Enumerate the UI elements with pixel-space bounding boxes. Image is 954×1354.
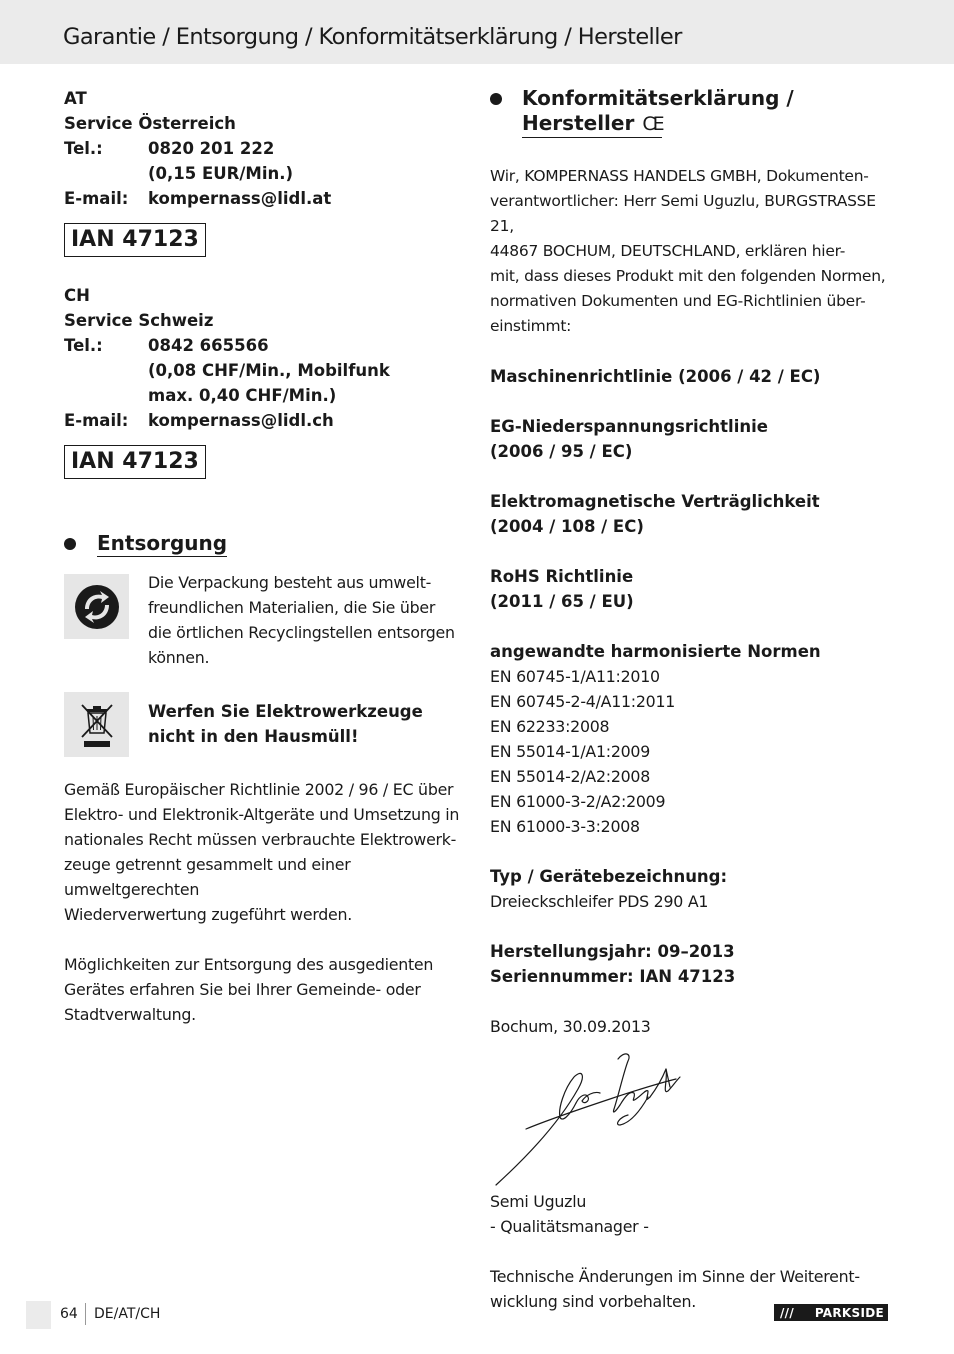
directive-line: EG-Niederspannungsrichtlinie [490, 417, 768, 436]
page-title: Garantie / Entsorgung / Konformitätserklärung / Hersteller [63, 24, 682, 50]
intro-line: verantwortlicher: Herr Semi Uguzlu, BURGSTRASSE 21, [490, 192, 876, 235]
directive-text-line: nationales Recht müssen verbrauchte Elektrowerk- [64, 830, 457, 849]
year-line: Herstellungsjahr: 09–2013 [490, 942, 735, 961]
norms-list [490, 664, 900, 839]
service-ch-tel-row [64, 333, 464, 358]
place-date: Bochum, 30.09.2013 [490, 1017, 651, 1036]
ian-box-ch: IAN 47123 [64, 445, 206, 479]
directive-text-line: zeuge getrennt gesammelt und einer umweltgerechten [64, 855, 351, 899]
service-at-email: kompernass@lidl.at [148, 189, 332, 208]
email-label: E-mail: [64, 411, 129, 430]
brand-stripes-icon: /// [780, 1306, 795, 1320]
options-text-line: Möglichkeiten zur Entsorgung des ausgedienten [64, 955, 434, 974]
konformitaet-heading [490, 86, 900, 138]
directive-text-line: Gemäß Europäischer Richtlinie 2002 / 96 / EC über [64, 780, 454, 799]
type-value: Dreieckschleifer PDS 290 A1 [490, 892, 709, 911]
packaging-info [64, 574, 464, 670]
service-ch-block [64, 283, 464, 433]
signer-name: Semi Uguzlu [490, 1192, 587, 1211]
entsorgung-heading-text: Entsorgung [97, 531, 228, 555]
norm-item: EN 61000-3-2/A2:2009 [490, 792, 666, 811]
signature [490, 1039, 900, 1189]
directive-line: (2006 / 95 / EC) [490, 442, 633, 461]
packaging-text-line: die örtlichen Recyclingstellen entsorgen [148, 623, 455, 642]
service-at-tel: 0820 201 222 [148, 139, 275, 158]
intro-line: einstimmt: [490, 317, 572, 335]
directive-text-line: Wiederverwertung zugeführt werden. [64, 905, 353, 924]
directive-line: (2004 / 108 / EC) [490, 517, 644, 536]
service-ch-tel: 0842 665566 [148, 336, 269, 355]
footer-divider [85, 1303, 86, 1325]
intro-line: normativen Dokumenten und EG-Richtlinien über- [490, 292, 866, 310]
service-ch-tel-note-2: max. 0,40 CHF/Min.) [148, 386, 337, 405]
service-at-block [64, 86, 464, 211]
footer-language: DE/AT/CH [94, 1306, 161, 1322]
norm-item: EN 62233:2008 [490, 717, 610, 736]
packaging-text-line: können. [148, 648, 210, 667]
weee-warning-line: nicht in den Hausmüll! [148, 727, 359, 746]
directive-line: RoHS Richtlinie [490, 567, 634, 586]
signer-role: - Qualitätsmanager - [490, 1217, 649, 1236]
tel-label: Tel.: [64, 336, 103, 355]
weee-warning-line: Werfen Sie Elektrowerkzeuge [148, 702, 423, 721]
tel-label: Tel.: [64, 139, 103, 158]
right-column [490, 86, 900, 1314]
directive-text-line: Elektro- und Elektronik-Altgeräte und Umsetzung in [64, 805, 460, 824]
footer-marker [26, 1301, 51, 1329]
page-header [0, 0, 954, 64]
entsorgung-heading [64, 531, 464, 557]
service-at-tel-row [64, 136, 464, 161]
packaging-text-line: Die Verpackung besteht aus umwelt- [148, 573, 432, 592]
service-ch-email-row [64, 408, 464, 433]
intro-paragraph [490, 164, 900, 339]
email-label: E-mail: [64, 189, 129, 208]
norm-item: EN 60745-1/A11:2010 [490, 667, 660, 686]
serial-line: Seriennummer: IAN 47123 [490, 967, 736, 986]
service-ch-email: kompernass@lidl.ch [148, 411, 334, 430]
service-ch-tel-note-1: (0,08 CHF/Min., Mobilfunk [148, 361, 390, 380]
notice-line: Technische Änderungen im Sinne der Weiterent- [490, 1267, 860, 1286]
weee-info [64, 692, 464, 757]
bullet-icon [64, 538, 76, 550]
norm-item: EN 55014-1/A1:2009 [490, 742, 651, 761]
norm-item: EN 55014-2/A2:2008 [490, 767, 651, 786]
konformitaet-heading-line2: Hersteller [522, 111, 635, 135]
intro-line: Wir, KOMPERNASS HANDELS GMBH, Dokumenten- [490, 167, 869, 185]
ian-box-at: IAN 47123 [64, 223, 206, 257]
page-number: 64 [60, 1306, 78, 1322]
directive-low-voltage [490, 414, 900, 464]
service-at-tel-note-row [64, 161, 464, 186]
service-ch-country: CH [64, 286, 90, 305]
type-label: Typ / Gerätebezeichnung: [490, 867, 728, 886]
notice-line: wicklung sind vorbehalten. [490, 1292, 697, 1311]
norm-item: EN 60745-2-4/A11:2011 [490, 692, 676, 711]
directive-machinery: Maschinenrichtlinie (2006 / 42 / EC) [490, 367, 821, 386]
service-at-country: AT [64, 89, 87, 108]
service-at-email-row [64, 186, 464, 211]
options-text-line: Gerätes erfahren Sie bei Ihrer Gemeinde- oder [64, 980, 421, 999]
directive-rohs [490, 564, 900, 614]
service-ch-tel-note-row [64, 358, 464, 383]
options-paragraph [64, 952, 464, 1027]
brand-logo [774, 1304, 888, 1321]
service-ch-tel-note-row-2 [64, 383, 464, 408]
service-at-name: Service Österreich [64, 114, 236, 133]
service-at-tel-note: (0,15 EUR/Min.) [148, 164, 294, 183]
ce-mark-icon: CE [642, 113, 662, 135]
directive-paragraph [64, 777, 464, 927]
left-column [64, 86, 464, 1027]
directive-emc [490, 489, 900, 539]
directive-line: Elektromagnetische Verträglichkeit [490, 492, 820, 511]
recycling-icon [64, 574, 129, 639]
norm-item: EN 61000-3-3:2008 [490, 817, 640, 836]
packaging-text-line: freundlichen Materialien, die Sie über [148, 598, 436, 617]
norms-heading: angewandte harmonisierte Normen [490, 642, 821, 661]
intro-line: mit, dass dieses Produkt mit den folgenden Normen, [490, 267, 886, 285]
bullet-icon [490, 93, 502, 105]
intro-line: 44867 BOCHUM, DEUTSCHLAND, erklären hier- [490, 242, 846, 260]
directive-line: (2011 / 65 / EU) [490, 592, 634, 611]
service-ch-name: Service Schweiz [64, 311, 214, 330]
options-text-line: Stadtverwaltung. [64, 1005, 196, 1024]
brand-name: PARKSIDE [814, 1305, 884, 1320]
crossed-out-bin-icon [64, 692, 129, 757]
konformitaet-heading-line1: Konformitätserklärung / [522, 86, 794, 110]
